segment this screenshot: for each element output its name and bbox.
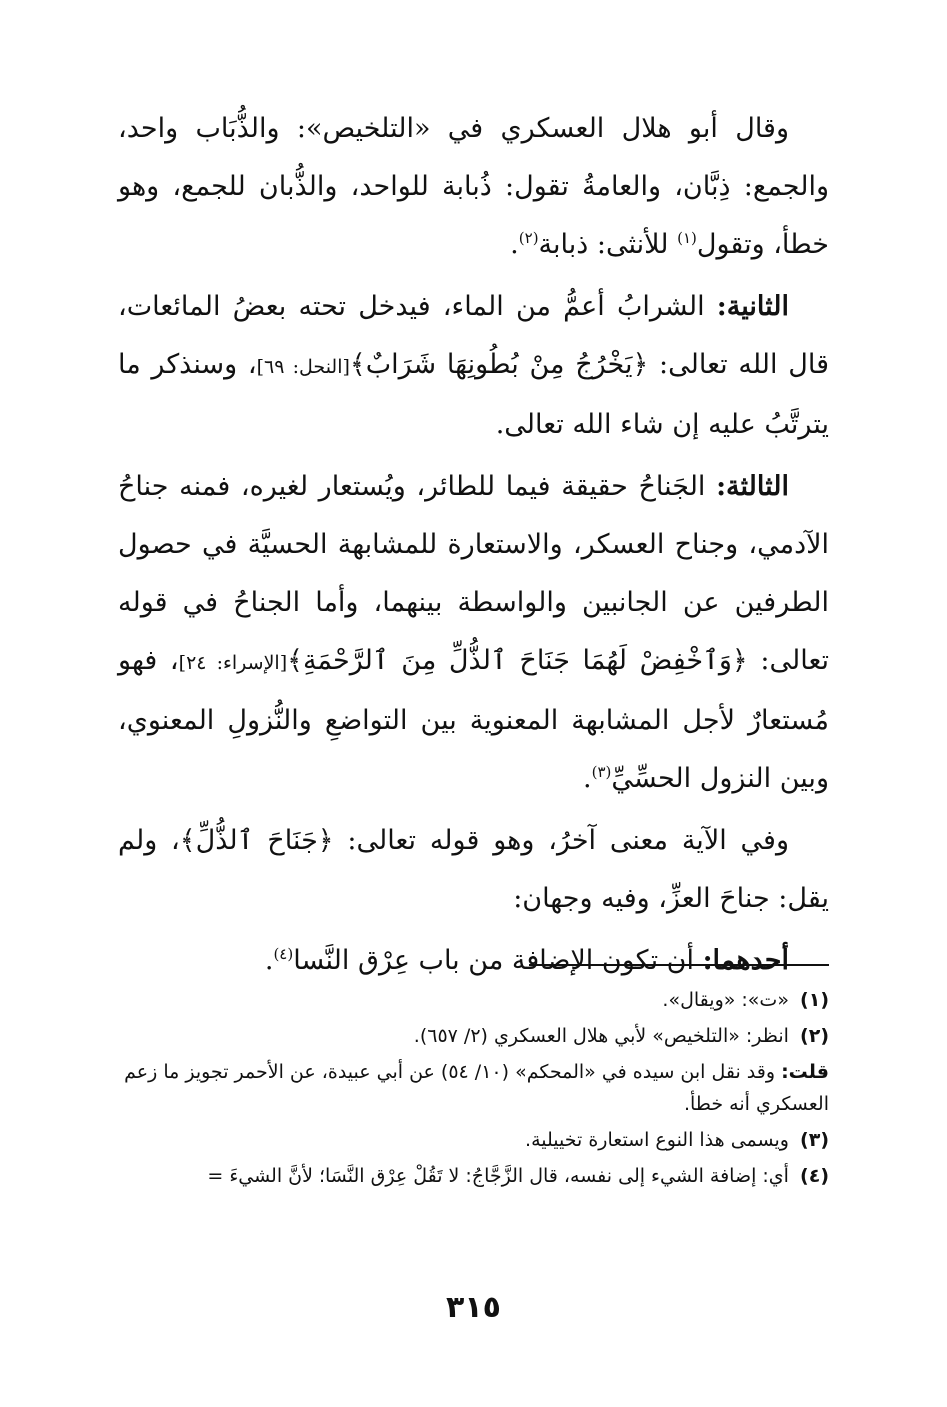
verse-reference-nahl: [النحل: ٦٩] bbox=[256, 356, 350, 378]
paragraph-4-text-b: ، ولم يقل: جناحَ العزِّ، وفيه وجهان: bbox=[118, 825, 829, 914]
paragraph-2-text-b: ، وسنذكر ما يترتَّبُ عليه إن شاء الله تعالى. bbox=[118, 349, 829, 440]
paragraph-2-text-a: الشرابُ أعمُّ من الماء، فيدخل تحته بعضُ المائعات، قال الله تعالى: bbox=[118, 291, 829, 380]
footnote-3-text: ويسمى هذا النوع استعارة تخييلية. bbox=[525, 1129, 789, 1151]
paragraph-1 bbox=[118, 100, 829, 274]
footnote-3-number: (٣) bbox=[800, 1129, 829, 1151]
quran-verse-isra: ﴿وَٱخْفِضْ لَهُمَا جَنَاحَ ٱلذُّلِّ مِنَ ٱلرَّحْمَةِ﴾ bbox=[287, 645, 748, 676]
footnote-2-note-lead: قلت: bbox=[781, 1061, 829, 1083]
page-number: ٣١٥ bbox=[446, 1290, 501, 1325]
paragraph-3-text-c: . bbox=[583, 763, 592, 794]
footnote-marker-1[interactable]: (١) bbox=[677, 229, 697, 247]
footnote-1-text: «ت»: «ويقال». bbox=[662, 989, 789, 1011]
footnote-1 bbox=[118, 984, 829, 1016]
paragraph-3 bbox=[118, 458, 829, 808]
paragraph-1-text-c: . bbox=[510, 229, 519, 260]
verse-reference-isra: [الإسراء: ٢٤] bbox=[178, 652, 288, 674]
paragraph-5 bbox=[118, 932, 829, 990]
paragraph-2 bbox=[118, 278, 829, 454]
paragraph-5-lead: أحدهما: bbox=[702, 945, 789, 976]
footnote-2 bbox=[118, 1020, 829, 1052]
footnote-2-note-text: وقد نقل ابن سيده في «المحكم» (١٠/ ٥٤) عن أبي عبيدة، عن الأحمر تجويز ما زعم العسكري أنه خطأ. bbox=[124, 1061, 829, 1115]
paragraph-3-text-b: ، فهو مُستعارٌ لأجل المشابهة المعنوية بين التواضعِ والنُّزولِ المعنوي، وبين النزول الحسِّيِّ bbox=[118, 645, 829, 794]
footnote-3 bbox=[118, 1124, 829, 1156]
paragraph-5-text-a: أن تكون الإضافة من باب عِرْق النَّسا bbox=[293, 945, 703, 976]
footnote-2-text: انظر: «التلخيص» لأبي هلال العسكري (٢/ ٦٥٧). bbox=[413, 1025, 789, 1047]
footnote-2-number: (٢) bbox=[800, 1025, 829, 1047]
footnotes bbox=[118, 984, 829, 1196]
paragraph-1-text-b: للأنثى: ذبابة bbox=[538, 229, 678, 260]
main-text bbox=[118, 100, 829, 994]
quran-phrase: ﴿جَنَاحَ ٱلذُّلِّ﴾ bbox=[179, 825, 334, 856]
footnote-4-number: (٤) bbox=[800, 1165, 829, 1187]
footnote-marker-2[interactable]: (٢) bbox=[518, 229, 539, 247]
paragraph-3-text-a: الجَناحُ حقيقة فيما للطائر، ويُستعار لغيره، فمنه جناحُ الآدمي، وجناح العسكر، والاستعارة للمشابهة الحسيَّة في حصول الطرفين عن الجانبين والواسطة بينهما، وأما الجناحُ في قوله تعالى: bbox=[118, 471, 829, 676]
footnote-4 bbox=[118, 1160, 829, 1192]
paragraph-3-lead: الثالثة: bbox=[716, 471, 789, 502]
footnote-2-note bbox=[118, 1056, 829, 1120]
footnote-marker-3[interactable]: (٣) bbox=[591, 763, 612, 781]
paragraph-1-text: وقال أبو هلال العسكري في «التلخيص»: والذُّبَاب واحد، والجمع: ذِبَّان، والعامةُ تقول: ذُبابة للواحد، والذُّبان للجمع، وهو خطأ، وتقول bbox=[118, 113, 829, 260]
footnote-1-number: (١) bbox=[800, 989, 829, 1011]
quran-verse-nahl: ﴿يَخْرُجُ مِنْ بُطُونِهَا شَرَابٌ﴾ bbox=[349, 349, 649, 380]
footnote-marker-4[interactable]: (٤) bbox=[273, 945, 294, 963]
paragraph-5-text-b: . bbox=[264, 945, 274, 976]
paragraph-4-text-a: وفي الآية معنى آخرُ، وهو قوله تعالى: bbox=[333, 825, 789, 856]
paragraph-2-lead: الثانية: bbox=[716, 291, 789, 322]
paragraph-4 bbox=[118, 812, 829, 928]
footnote-separator bbox=[529, 964, 829, 966]
footnote-4-text: أي: إضافة الشيء إلى نفسه، قال الزَّجَّاجُ: لا تَقُلْ عِرْق النَّسَا؛ لأنَّ الشيءَ = bbox=[207, 1165, 789, 1187]
